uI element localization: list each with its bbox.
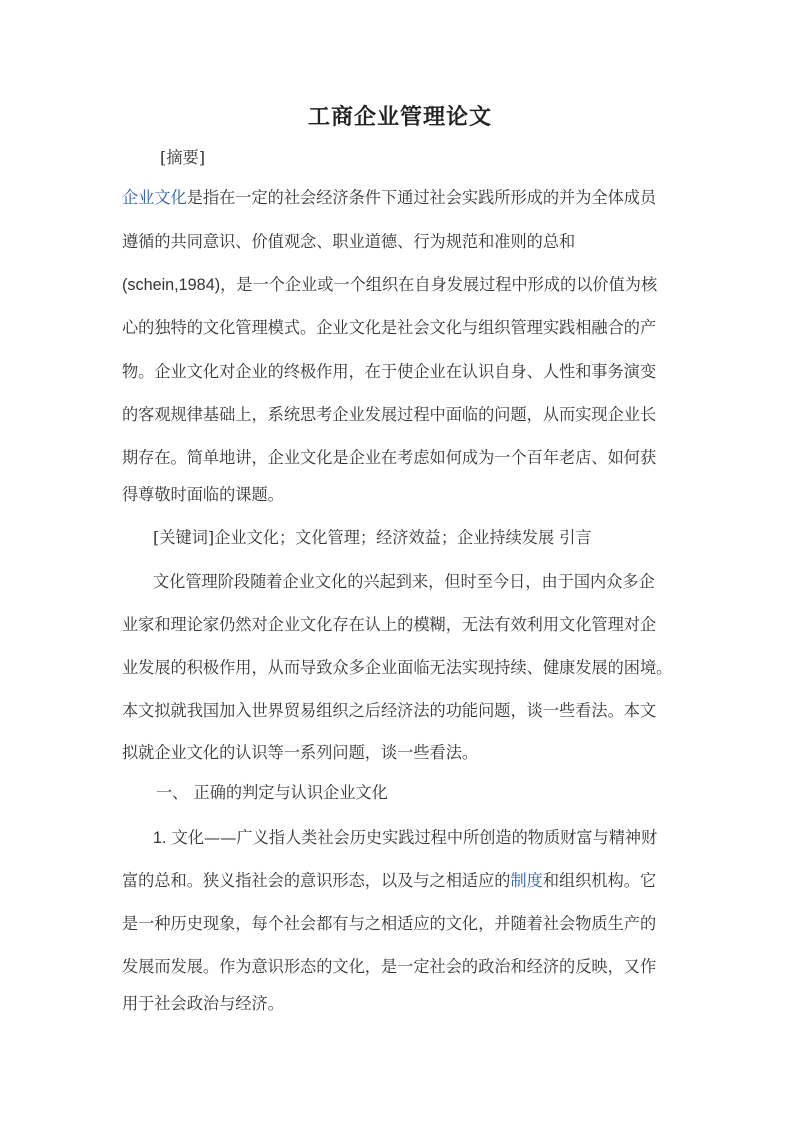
abstract-line-1 <box>122 186 682 210</box>
abstract-line-4: 心的独特的文化管理模式。企业文化是社会文化与组织管理实践相融合的产 <box>122 318 657 337</box>
section-1-heading: 一、 正确的判定与认识企业文化 <box>156 783 388 802</box>
institution-link[interactable]: 制度 <box>510 871 543 890</box>
section-1-line-2-pre: 富的总和。狭义指社会的意识形态，以及与之相适应的 <box>122 871 511 890</box>
intro-line-4: 本文拟就我国加入世界贸易组织之后经济法的功能问题，谈一些看法。本文 <box>122 701 657 720</box>
citation-reference: (schein,1984) <box>122 276 221 294</box>
document-title: 工商企业管理论文 <box>307 104 492 130</box>
intro-line-1: 文化管理阶段随着企业文化的兴起到来，但时至今日，由于国内众多企 <box>153 572 655 591</box>
abstract-line-7: 期存在。简单地讲，企业文化是企业在考虑如何成为一个百年老店、如何获 <box>122 448 657 467</box>
abstract-line-2: 遵循的共同意识、价值观念、职业道德、行为规范和准则的总和 <box>122 232 576 251</box>
abstract-heading: [摘要] <box>160 148 206 167</box>
enterprise-culture-link[interactable]: 企业文化 <box>122 188 187 207</box>
abstract-line-8: 得尊敬时面临的课题。 <box>122 485 284 504</box>
abstract-line-6: 的客观规律基础上，系统思考企业发展过程中面临的问题，从而实现企业长 <box>122 405 657 424</box>
section-1-line-2-post: 和组织机构。它 <box>542 871 657 890</box>
intro-line-3: 业发展的积极作用，从而导致众多企业面临无法实现持续、健康发展的困境。 <box>122 658 673 677</box>
abstract-line-3-text: ，是一个企业或一个组织在自身发展过程中形成的以价值为核 <box>220 275 658 294</box>
section-1-line-4: 发展而发展。作为意识形态的文化，是一定社会的政治和经济的反映，又作 <box>122 957 657 976</box>
section-1-line-1 <box>153 826 713 850</box>
section-1-item-number: 1. <box>153 829 167 847</box>
abstract-line-5: 物。企业文化对企业的终极作用，在于使企业在认识自身、人性和事务演变 <box>122 362 657 381</box>
abstract-line-1-text: 是指在一定的社会经济条件下通过社会实践所形成的并为全体成员 <box>186 188 657 207</box>
intro-line-2: 业家和理论家仍然对企业文化存在认上的模糊，无法有效利用文化管理对企 <box>122 615 657 634</box>
section-1-line-1-text: 文化——广义指人类社会历史实践过程中所创造的物质财富与精神财 <box>166 828 658 847</box>
section-1-line-5: 用于社会政治与经济。 <box>122 994 284 1013</box>
section-1-line-2 <box>122 869 682 893</box>
intro-line-5: 拟就企业文化的认识等一系列问题，谈一些看法。 <box>122 743 479 762</box>
abstract-line-3 <box>122 273 682 297</box>
keywords-line: [关键词]企业文化；文化管理；经济效益；企业持续发展 引言 <box>153 528 592 547</box>
section-1-line-3: 是一种历史现象，每个社会都有与之相适应的文化，并随着社会物质生产的 <box>122 914 657 933</box>
